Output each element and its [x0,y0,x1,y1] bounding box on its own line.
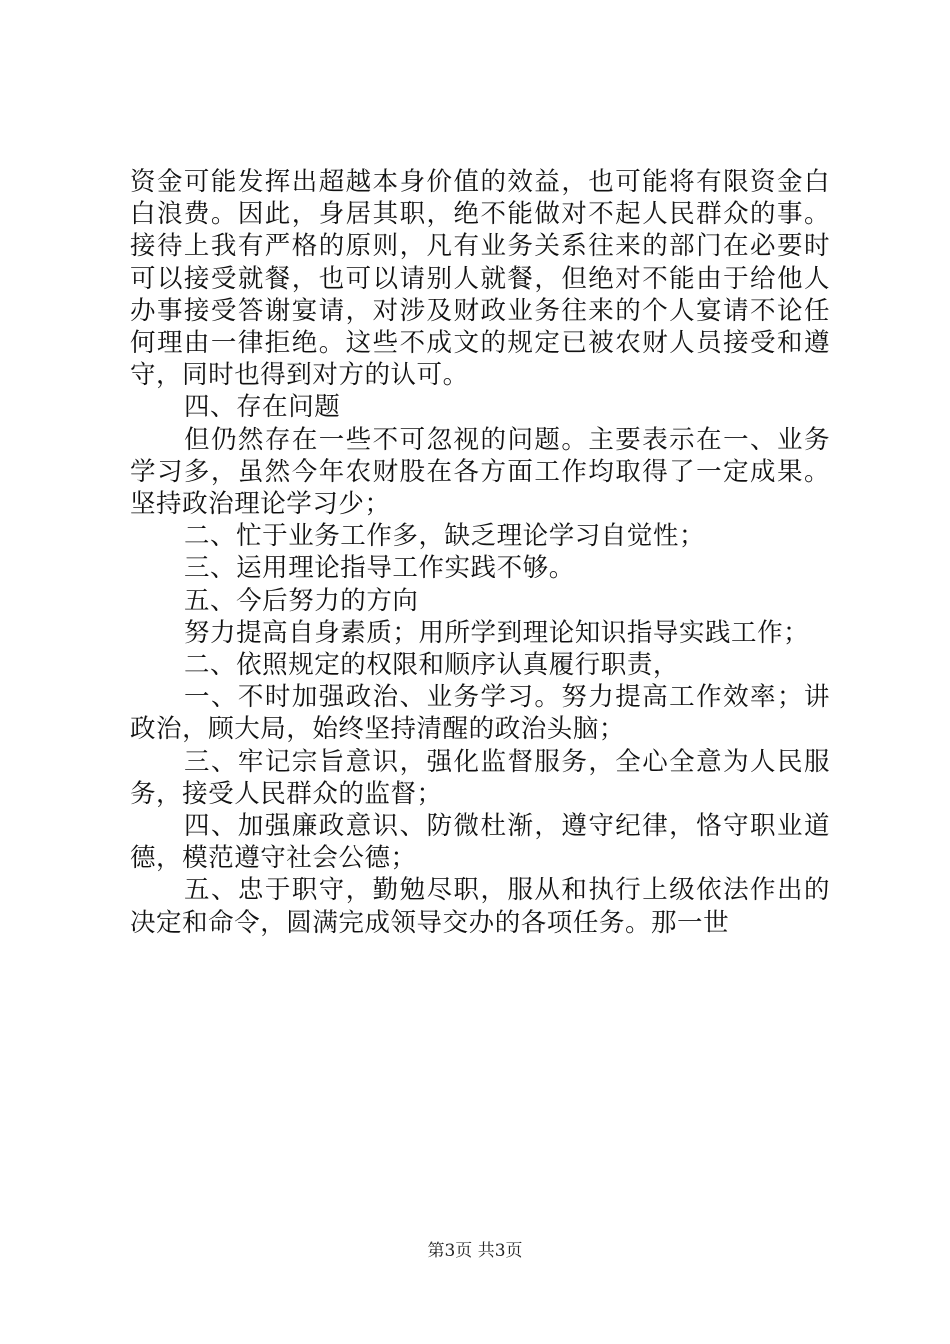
paragraph-direction-intro: 努力提高自身素质；用所学到理论知识指导实践工作； [184,617,810,648]
paragraph-direction-2: 二、依照规定的权限和顺序认真履行职责， [184,650,679,681]
document-body [130,166,830,939]
paragraph-direction-1: 一、不时加强政治、业务学习。努力提高工作效率；讲政治，顾大局，始终坚持清醒的政治头脑； [130,682,830,745]
page-footer: 第3页 共3页 [427,1241,523,1261]
paragraph-direction-5: 五、忠于职守，勤勉尽职，服从和执行上级依法作出的决定和命令，圆满完成领导交办的各项任务。那一世 [130,875,830,938]
paragraph-direction-3: 三、牢记宗旨意识，强化监督服务，全心全意为人民服务，接受人民群众的监督； [130,746,830,809]
paragraph-problem-2: 二、忙于业务工作多，缺乏理论学习自觉性； [184,521,706,552]
section-heading-direction: 五、今后努力的方向 [184,585,419,616]
section-heading-problems: 四、存在问题 [184,392,341,423]
paragraph-problem-3: 三、运用理论指导工作实践不够。 [184,553,575,584]
paragraph-continuation: 资金可能发挥出超越本身价值的效益，也可能将有限资金白白浪费。因此，身居其职，绝不能做对不起人民群众的事。接待上我有严格的原则，凡有业务关系往来的部门在必要时可以接受就餐，也可以请别人就餐，但绝对不能由于给他人办事接受答谢宴请，对涉及财政业务往来的个人宴请不论任何理由一律拒绝。这些不成文的规定已被农财人员接受和遵守，同时也得到对方的认可。 [130,167,830,391]
paragraph-direction-4: 四、加强廉政意识、防微杜渐，遵守纪律，恪守职业道德，模范遵守社会公德； [130,811,830,874]
paragraph-problems-intro: 但仍然存在一些不可忽视的问题。主要表示在一、业务学习多，虽然今年农财股在各方面工作均取得了一定成果。坚持政治理论学习少； [130,424,830,520]
